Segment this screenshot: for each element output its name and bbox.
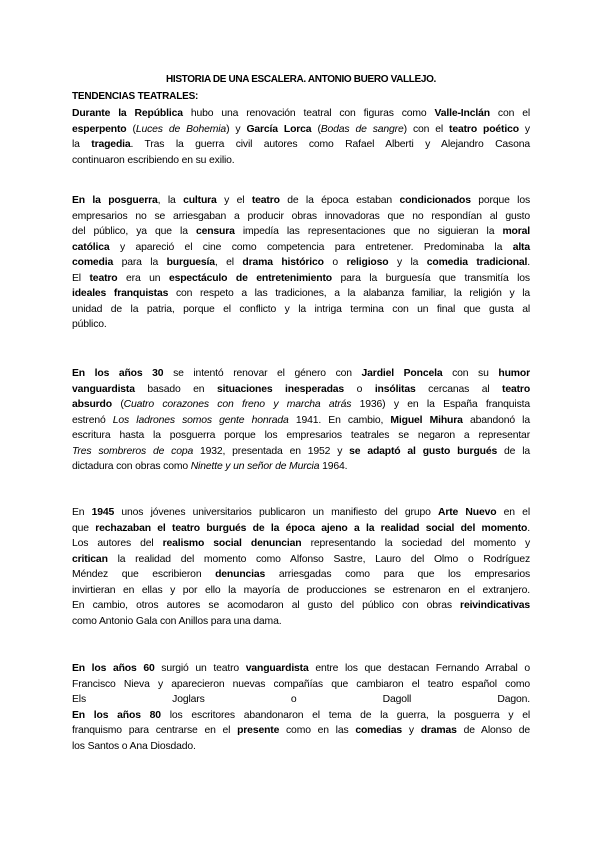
text-line <box>72 567 530 583</box>
text-run: la realidad del momento como Alfonso Sastre, Lauro del Olmo o Rodríguez <box>107 553 530 565</box>
text-line <box>72 505 530 521</box>
paragraph-anos-30 <box>72 366 530 475</box>
bold-text: insólitas <box>374 383 416 395</box>
text-run: público. <box>72 319 107 330</box>
text-run: la <box>72 139 92 150</box>
bold-text: comedia <box>72 257 114 268</box>
text-line <box>72 428 530 444</box>
text-line <box>72 382 530 398</box>
text-run: ( <box>311 123 321 135</box>
bold-text: comedia tradicional <box>426 257 528 268</box>
bold-text: Jardiel Poncela <box>361 368 443 379</box>
text-run: de la <box>497 445 530 457</box>
text-run: era un <box>117 272 169 284</box>
bold-text: censura <box>195 226 235 237</box>
bold-text: esperpento <box>72 123 127 135</box>
bold-text: vanguardista <box>245 663 309 674</box>
text-run: porque los <box>470 195 531 206</box>
text-line <box>72 444 530 460</box>
bold-text: situaciones inesperadas <box>216 383 345 395</box>
text-line <box>72 209 530 225</box>
text-run: y la <box>388 257 427 268</box>
text-line <box>72 153 530 169</box>
text-run: que <box>72 522 96 534</box>
text-line <box>72 397 530 413</box>
text-run: los Santos o Ana Diosdado. <box>72 740 196 752</box>
bold-text: humor <box>498 368 530 379</box>
text-line <box>72 413 530 429</box>
italic-text: Luces de Bohemia <box>135 123 227 135</box>
bold-text: ideales franquistas <box>72 288 169 299</box>
text-run: franquismo para centrarse en el <box>72 725 238 736</box>
bold-text: burguesía <box>166 257 215 268</box>
bold-text: Arte Nuevo <box>438 507 497 518</box>
text-run: abandonó la <box>462 414 530 426</box>
bold-text: dramas <box>420 725 457 736</box>
text-run: Méndez que escribieron <box>72 569 216 580</box>
text-run: unidad de la patria, porque el conflicto y la intriga termina con un final que gusta al <box>72 303 530 315</box>
text-run: 1941. En cambio, <box>288 414 391 426</box>
bold-text: teatro poético <box>449 123 519 135</box>
text-run: 1936) y en la España franquista <box>351 399 530 410</box>
bold-text: alta <box>512 241 530 253</box>
text-run: estrenó <box>72 414 113 426</box>
bold-text: reivindicativas <box>460 600 530 611</box>
text-run: . Tras la guerra civil autores como Rafael Alberti y Alejandro Casona <box>130 139 530 150</box>
italic-text: Ninette y un señor de Murcia <box>190 461 320 472</box>
text-run: escritura hasta la posguerra porque los empresarios teatrales se negaron a representar <box>72 430 530 441</box>
text-line <box>72 708 530 724</box>
text-run: para la burguesía que transmitía los <box>331 272 530 284</box>
text-run: ( <box>126 123 136 135</box>
text-run: En cambio, otros autores se acomodaron al gusto del público con obras <box>72 600 461 611</box>
text-run: , la <box>157 195 184 206</box>
text-run: para la <box>113 257 167 268</box>
paragraph-posguerra <box>72 193 530 333</box>
text-run: Francisco Nieva y aparecieron nuevas compañías que cambiaron el teatro español como <box>72 678 530 690</box>
bold-text: religioso <box>346 257 389 268</box>
text-line <box>72 255 530 271</box>
text-run: en el <box>496 507 530 518</box>
text-run: los escritores abandonaron el tema de la guerra, la posguerra y el <box>160 709 530 721</box>
bold-text: Valle-Inclán <box>434 108 490 119</box>
text-line <box>72 598 530 614</box>
bold-text: drama histórico <box>242 257 324 268</box>
text-run: de la época estaban <box>279 195 400 206</box>
text-run: continuaron escribiendo en su exilio. <box>72 154 235 166</box>
text-run: o <box>344 383 375 395</box>
bold-text: teatro <box>251 195 280 206</box>
bold-text: condicionados <box>399 195 471 206</box>
italic-text: Tres sombreros de copa <box>72 445 194 457</box>
text-line <box>72 137 530 153</box>
text-run: basado en <box>134 383 217 395</box>
text-run: surgió un teatro <box>154 663 246 674</box>
text-run: ( <box>111 399 124 410</box>
text-line <box>72 677 530 693</box>
text-line <box>72 240 530 256</box>
text-run: ) y <box>226 123 247 135</box>
bold-text: critican <box>72 553 108 565</box>
text-line <box>72 536 530 552</box>
text-run: invirtieran en ellas y por ello la mayoría de producciones se estrenaron en el extranjero. <box>72 584 530 596</box>
bold-text: presente <box>237 725 280 736</box>
text-line <box>72 552 530 568</box>
text-line <box>72 224 530 240</box>
bold-text: teatro <box>502 383 531 395</box>
text-run: Los autores del <box>72 538 163 549</box>
bold-text: moral <box>502 226 530 237</box>
bold-text: En los años 80 <box>72 709 161 721</box>
text-run: y el <box>216 195 252 206</box>
text-run: , el <box>214 257 243 268</box>
text-run: arriesgadas como para que los empresarios <box>265 569 530 580</box>
text-run: impedía las representaciones que no siguieran la <box>234 226 503 237</box>
bold-text: En los años 30 <box>72 368 164 379</box>
bold-text: denuncias <box>215 569 266 580</box>
bold-text: Durante la República <box>72 108 183 119</box>
text-run: se intentó renovar el género con <box>163 368 362 379</box>
text-run: y <box>518 123 530 135</box>
text-run: con el <box>489 108 530 119</box>
bold-text: absurdo <box>72 399 112 410</box>
text-run: ) con el <box>403 123 450 135</box>
text-line <box>72 521 530 537</box>
text-run: como en las <box>279 725 356 736</box>
text-line <box>72 106 530 122</box>
text-run: cercanas al <box>415 383 503 395</box>
text-line <box>72 661 530 677</box>
bold-text: católica <box>72 241 110 253</box>
text-line <box>72 692 530 708</box>
text-run: con su <box>442 368 499 379</box>
text-run: En <box>72 507 92 518</box>
italic-text: Bodas de sangre <box>320 123 404 135</box>
italic-text: Cuatro corazones con freno y marcha atrás <box>123 399 352 410</box>
text-line <box>72 459 530 475</box>
italic-text: Los ladrones somos gente honrada <box>112 414 289 426</box>
text-run: 1932, presentada en 1952 y <box>193 445 350 457</box>
bold-text: cultura <box>183 195 217 206</box>
text-run: . <box>527 522 530 534</box>
bold-text: teatro <box>89 272 118 284</box>
text-run: como Antonio Gala con Anillos para una dama. <box>72 615 282 627</box>
text-run: dictadura con obras como <box>72 461 191 472</box>
text-line <box>72 286 530 302</box>
bold-text: rechazaban el teatro burgués de la época ajeno a la realidad social del momento <box>95 522 528 534</box>
bold-text: En los años 60 <box>72 663 155 674</box>
text-run: . <box>527 257 531 268</box>
text-run: unos jóvenes universitarios publicaron un manifiesto del grupo <box>114 507 438 518</box>
text-line <box>72 122 530 138</box>
text-line <box>72 614 530 630</box>
text-run: 1964. <box>319 461 348 472</box>
paragraph-republica <box>72 106 530 168</box>
bold-text: se adaptó al gusto burgués <box>349 445 498 457</box>
text-line <box>72 317 530 333</box>
text-run: y <box>402 725 421 736</box>
bold-text: vanguardista <box>72 383 135 395</box>
bold-text: 1945 <box>91 507 115 518</box>
text-run: o <box>323 257 347 268</box>
text-run: con respeto a las tradiciones, a la alabanza familiar, la religión y la <box>168 288 530 299</box>
bold-text: En la posguerra <box>72 195 158 206</box>
text-line <box>72 302 530 318</box>
text-run: representando la sociedad del momento y <box>301 538 531 549</box>
bold-text: realismo social denuncian <box>162 538 302 549</box>
bold-text: tragedia <box>91 139 131 150</box>
text-run: hubo una renovación teatral con figuras como <box>182 108 435 119</box>
section-heading: TENDENCIAS TEATRALES: <box>72 91 199 102</box>
document-title: HISTORIA DE UNA ESCALERA. ANTONIO BUERO VALLEJO. <box>166 74 436 85</box>
bold-text: García Lorca <box>246 123 312 135</box>
text-run: Els Joglars o Dagoll Dagon. <box>72 694 530 705</box>
text-run: del público, ya que la <box>72 226 196 237</box>
bold-text: comedias <box>355 725 403 736</box>
text-run: y apareció el cine como competencia para entretener. Predominaba la <box>109 241 513 253</box>
text-run: entre los que destacan Fernando Arrabal o <box>308 663 530 674</box>
text-line <box>72 739 530 755</box>
paragraph-anos-60-80 <box>72 661 530 754</box>
text-line <box>72 583 530 599</box>
bold-text: Miguel Mihura <box>390 414 463 426</box>
bold-text: espectáculo de entretenimiento <box>168 272 332 284</box>
text-line <box>72 366 530 382</box>
paragraph-1945 <box>72 505 530 629</box>
text-line <box>72 271 530 287</box>
text-line <box>72 193 530 209</box>
text-run: empresarios no se arriesgaban a producir obras innovadoras que no respondían al gusto <box>72 210 530 222</box>
text-run: El <box>72 272 90 284</box>
text-line <box>72 723 530 739</box>
text-run: de Alonso de <box>456 725 530 736</box>
